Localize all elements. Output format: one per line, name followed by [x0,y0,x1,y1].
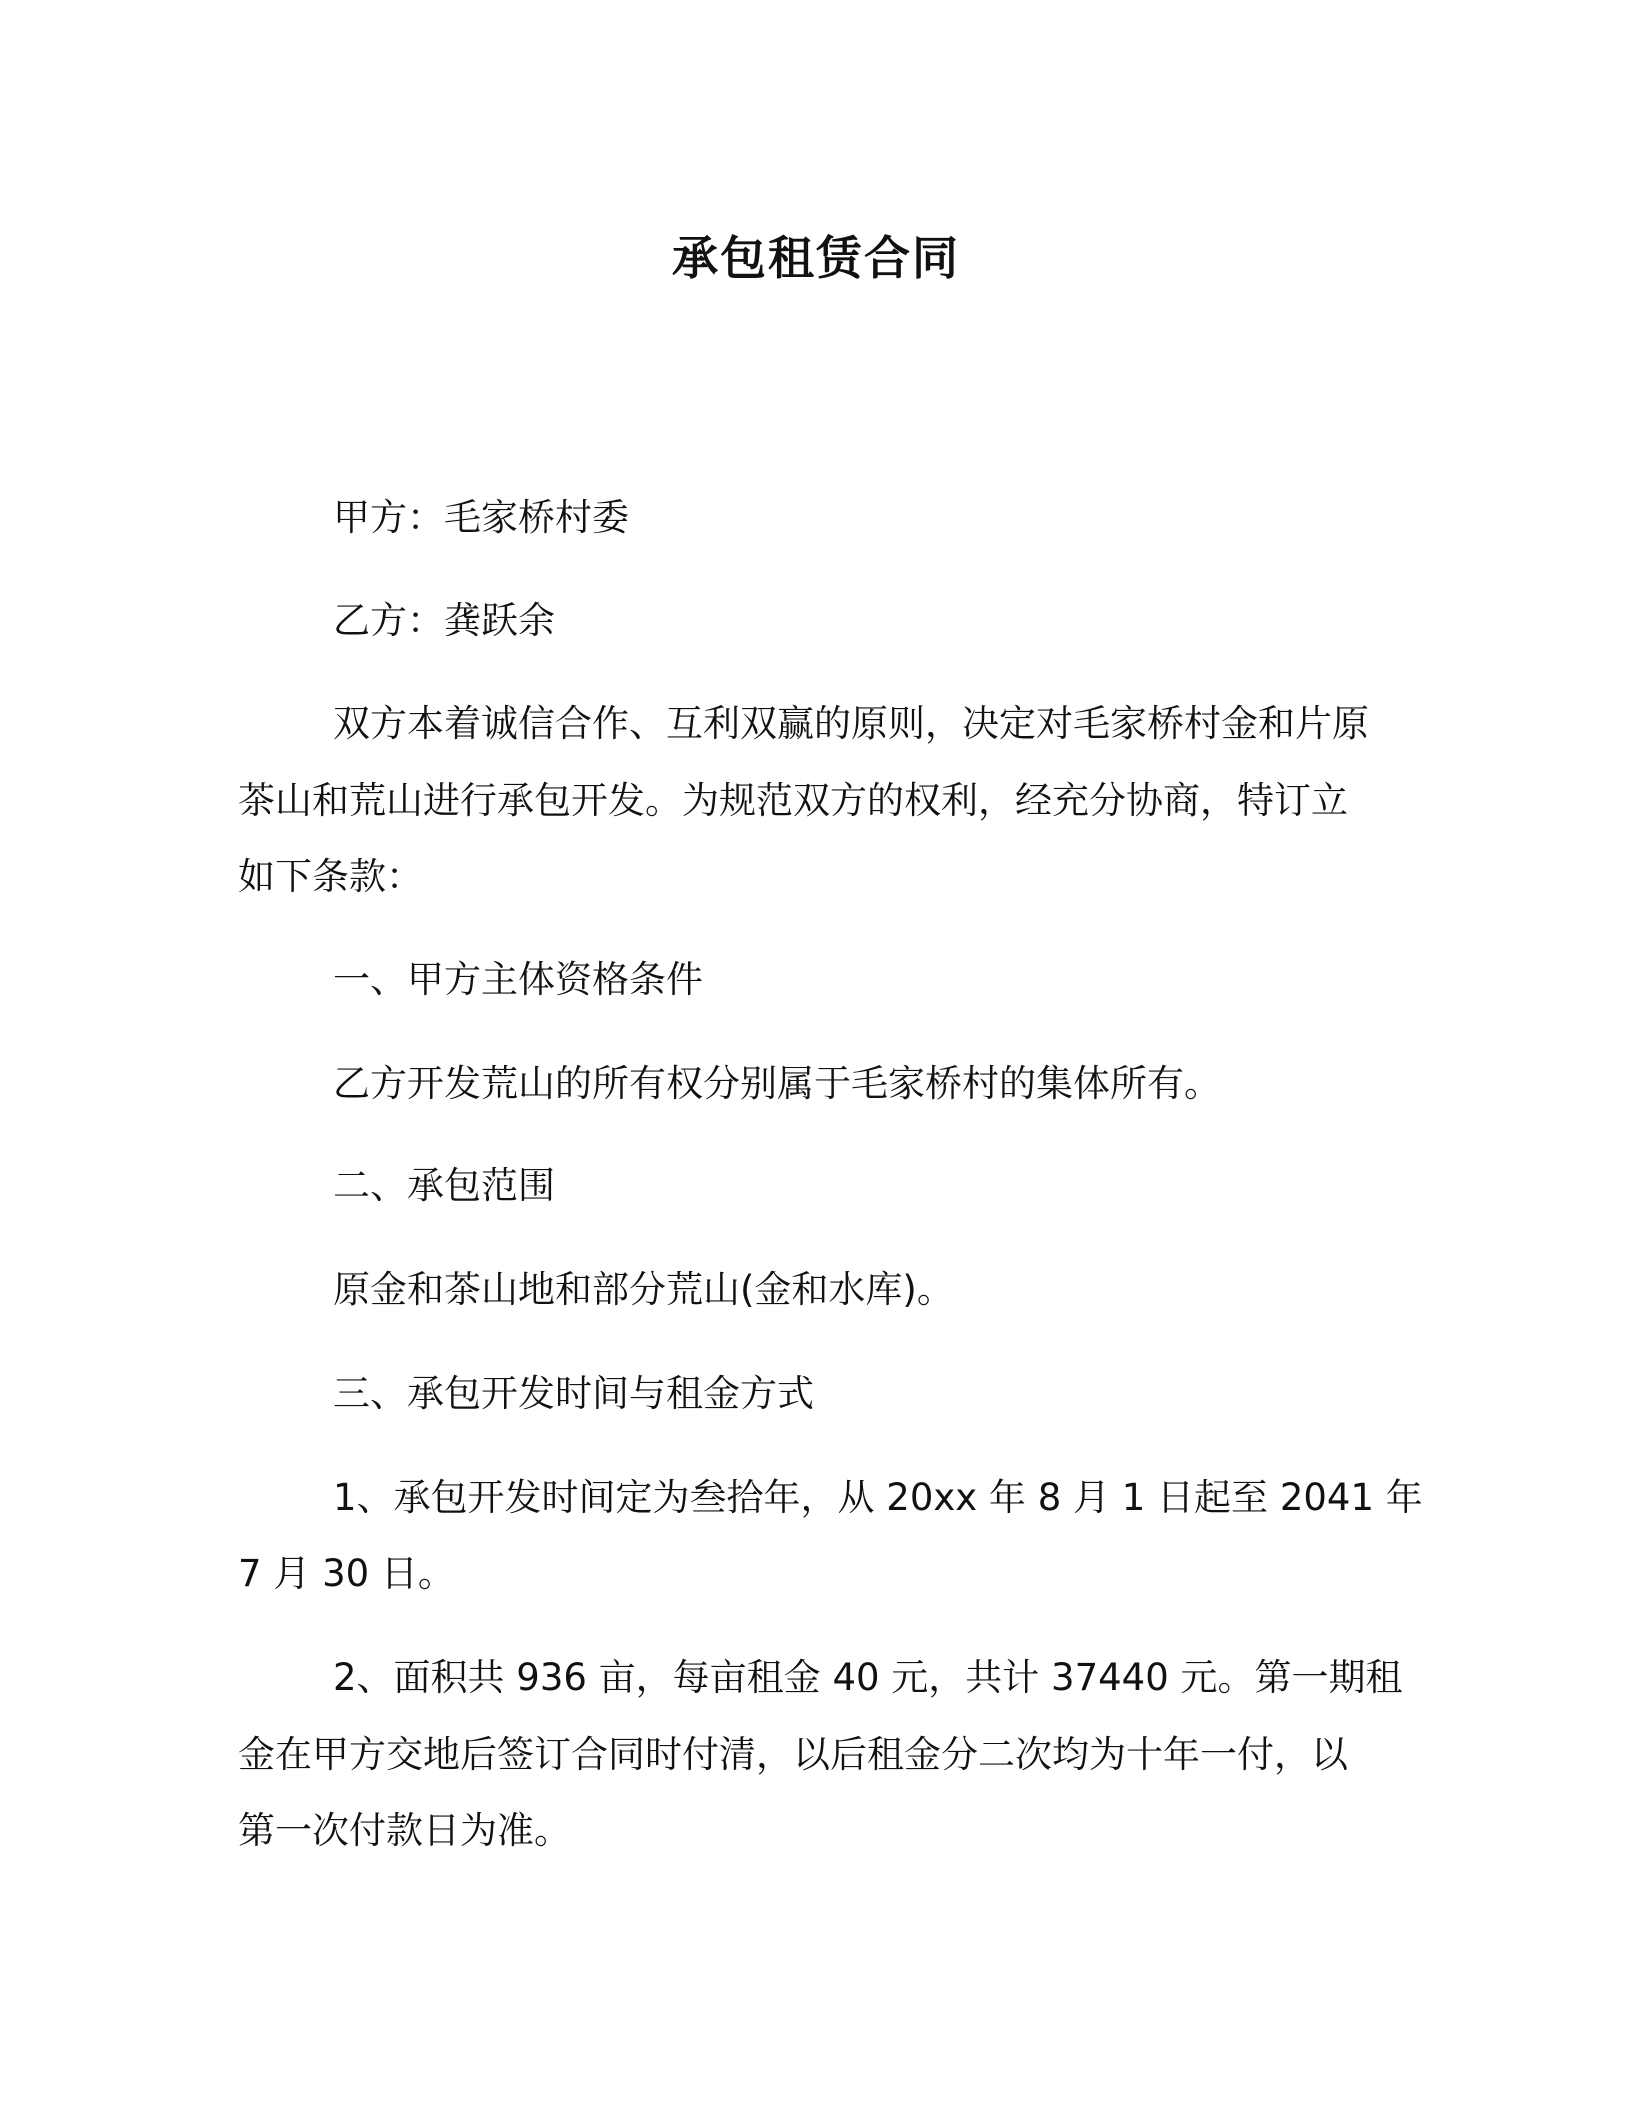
section-3-item-2-line-1: 2、面积共 936 亩，每亩租金 40 元，共计 37440 元。第一期租 [333,1656,1403,1699]
document-title: 承包租赁合同 [672,231,960,285]
section-2-body: 原金和茶山地和部分荒山(金和水库)。 [333,1268,954,1311]
intro-line-3: 如下条款： [238,855,423,898]
intro-line-2: 茶山和荒山进行承包开发。为规范双方的权利，经充分协商，特订立 [238,779,1348,822]
section-2-heading: 二、承包范围 [333,1164,555,1207]
party-b-line: 乙方：龚跃余 [333,599,555,642]
intro-line-1: 双方本着诚信合作、互利双赢的原则，决定对毛家桥村金和片原 [333,702,1369,745]
section-3-heading: 三、承包开发时间与租金方式 [333,1372,814,1415]
section-1-body: 乙方开发荒山的所有权分别属于毛家桥村的集体所有。 [333,1062,1221,1105]
party-a-line: 甲方：毛家桥村委 [333,496,629,539]
section-1-heading: 一、甲方主体资格条件 [333,958,703,1001]
section-3-item-2-line-3: 第一次付款日为准。 [238,1809,571,1852]
section-3-item-2-line-2: 金在甲方交地后签订合同时付清，以后租金分二次均为十年一付，以 [238,1733,1348,1776]
section-3-item-1-line-2: 7 月 30 日。 [238,1552,455,1595]
section-3-item-1-line-1: 1、承包开发时间定为叁拾年，从 20xx 年 8 月 1 日起至 2041 年 [333,1476,1423,1519]
